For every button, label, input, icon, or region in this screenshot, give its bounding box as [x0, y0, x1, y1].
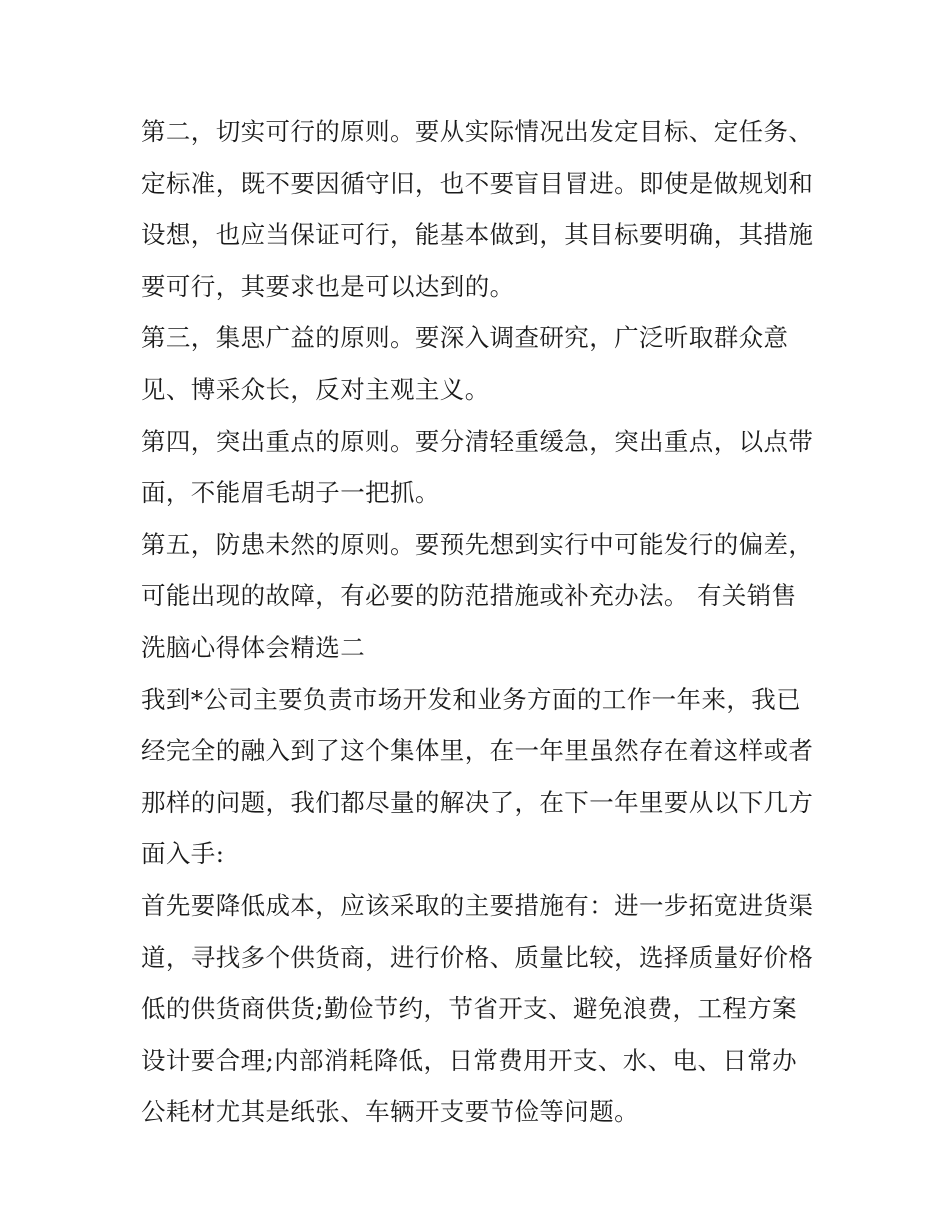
text-line: 那样的问题，我们都尽量的解决了，在下一年里要从以下几方 — [141, 787, 814, 817]
text-line: 道，寻找多个供货商，进行价格、质量比较，选择质量好价格 — [141, 942, 814, 972]
text-line: 第四，突出重点的原则。要分清轻重缓急，突出重点，以点带 — [141, 426, 814, 456]
text-line: 设想，也应当保证可行，能基本做到，其目标要明确，其措施 — [141, 220, 814, 250]
text-line: 经完全的融入到了这个集体里，在一年里虽然存在着这样或者 — [141, 736, 814, 766]
text-line: 第五，防患未然的原则。要预先想到实行中可能发行的偏差， — [141, 529, 814, 559]
text-line: 设计要合理;内部消耗降低，日常费用开支、水、电、日常办 — [141, 1045, 798, 1075]
text-line: 面，不能眉毛胡子一把抓。 — [141, 478, 440, 508]
text-line: 要可行，其要求也是可以达到的。 — [141, 271, 515, 301]
text-line: 见、博采众长，反对主观主义。 — [141, 374, 490, 404]
text-line: 定标准，既不要因循守旧，也不要盲目冒进。即使是做规划和 — [141, 168, 814, 198]
text-line: 面入手: — [141, 839, 225, 869]
text-line: 洗脑心得体会精选二 — [141, 632, 366, 662]
text-line: 我到*公司主要负责市场开发和业务方面的工作一年来，我已 — [141, 684, 802, 714]
text-line: 公耗材尤其是纸张、车辆开支要节俭等问题。 — [141, 1097, 639, 1127]
text-line: 第二，切实可行的原则。要从实际情况出发定目标、定任务、 — [141, 117, 814, 146]
text-line: 第三，集思广益的原则。要深入调查研究，广泛听取群众意 — [141, 323, 789, 353]
document-body — [141, 106, 821, 1138]
text-line: 首先要降低成本，应该采取的主要措施有：进一步拓宽进货渠 — [141, 890, 814, 920]
text-line: 低的供货商供货;勤俭节约，节省开支、避免浪费，工程方案 — [141, 994, 798, 1024]
text-line: 可能出现的故障，有必要的防范措施或补充办法。 有关销售 — [141, 581, 797, 611]
